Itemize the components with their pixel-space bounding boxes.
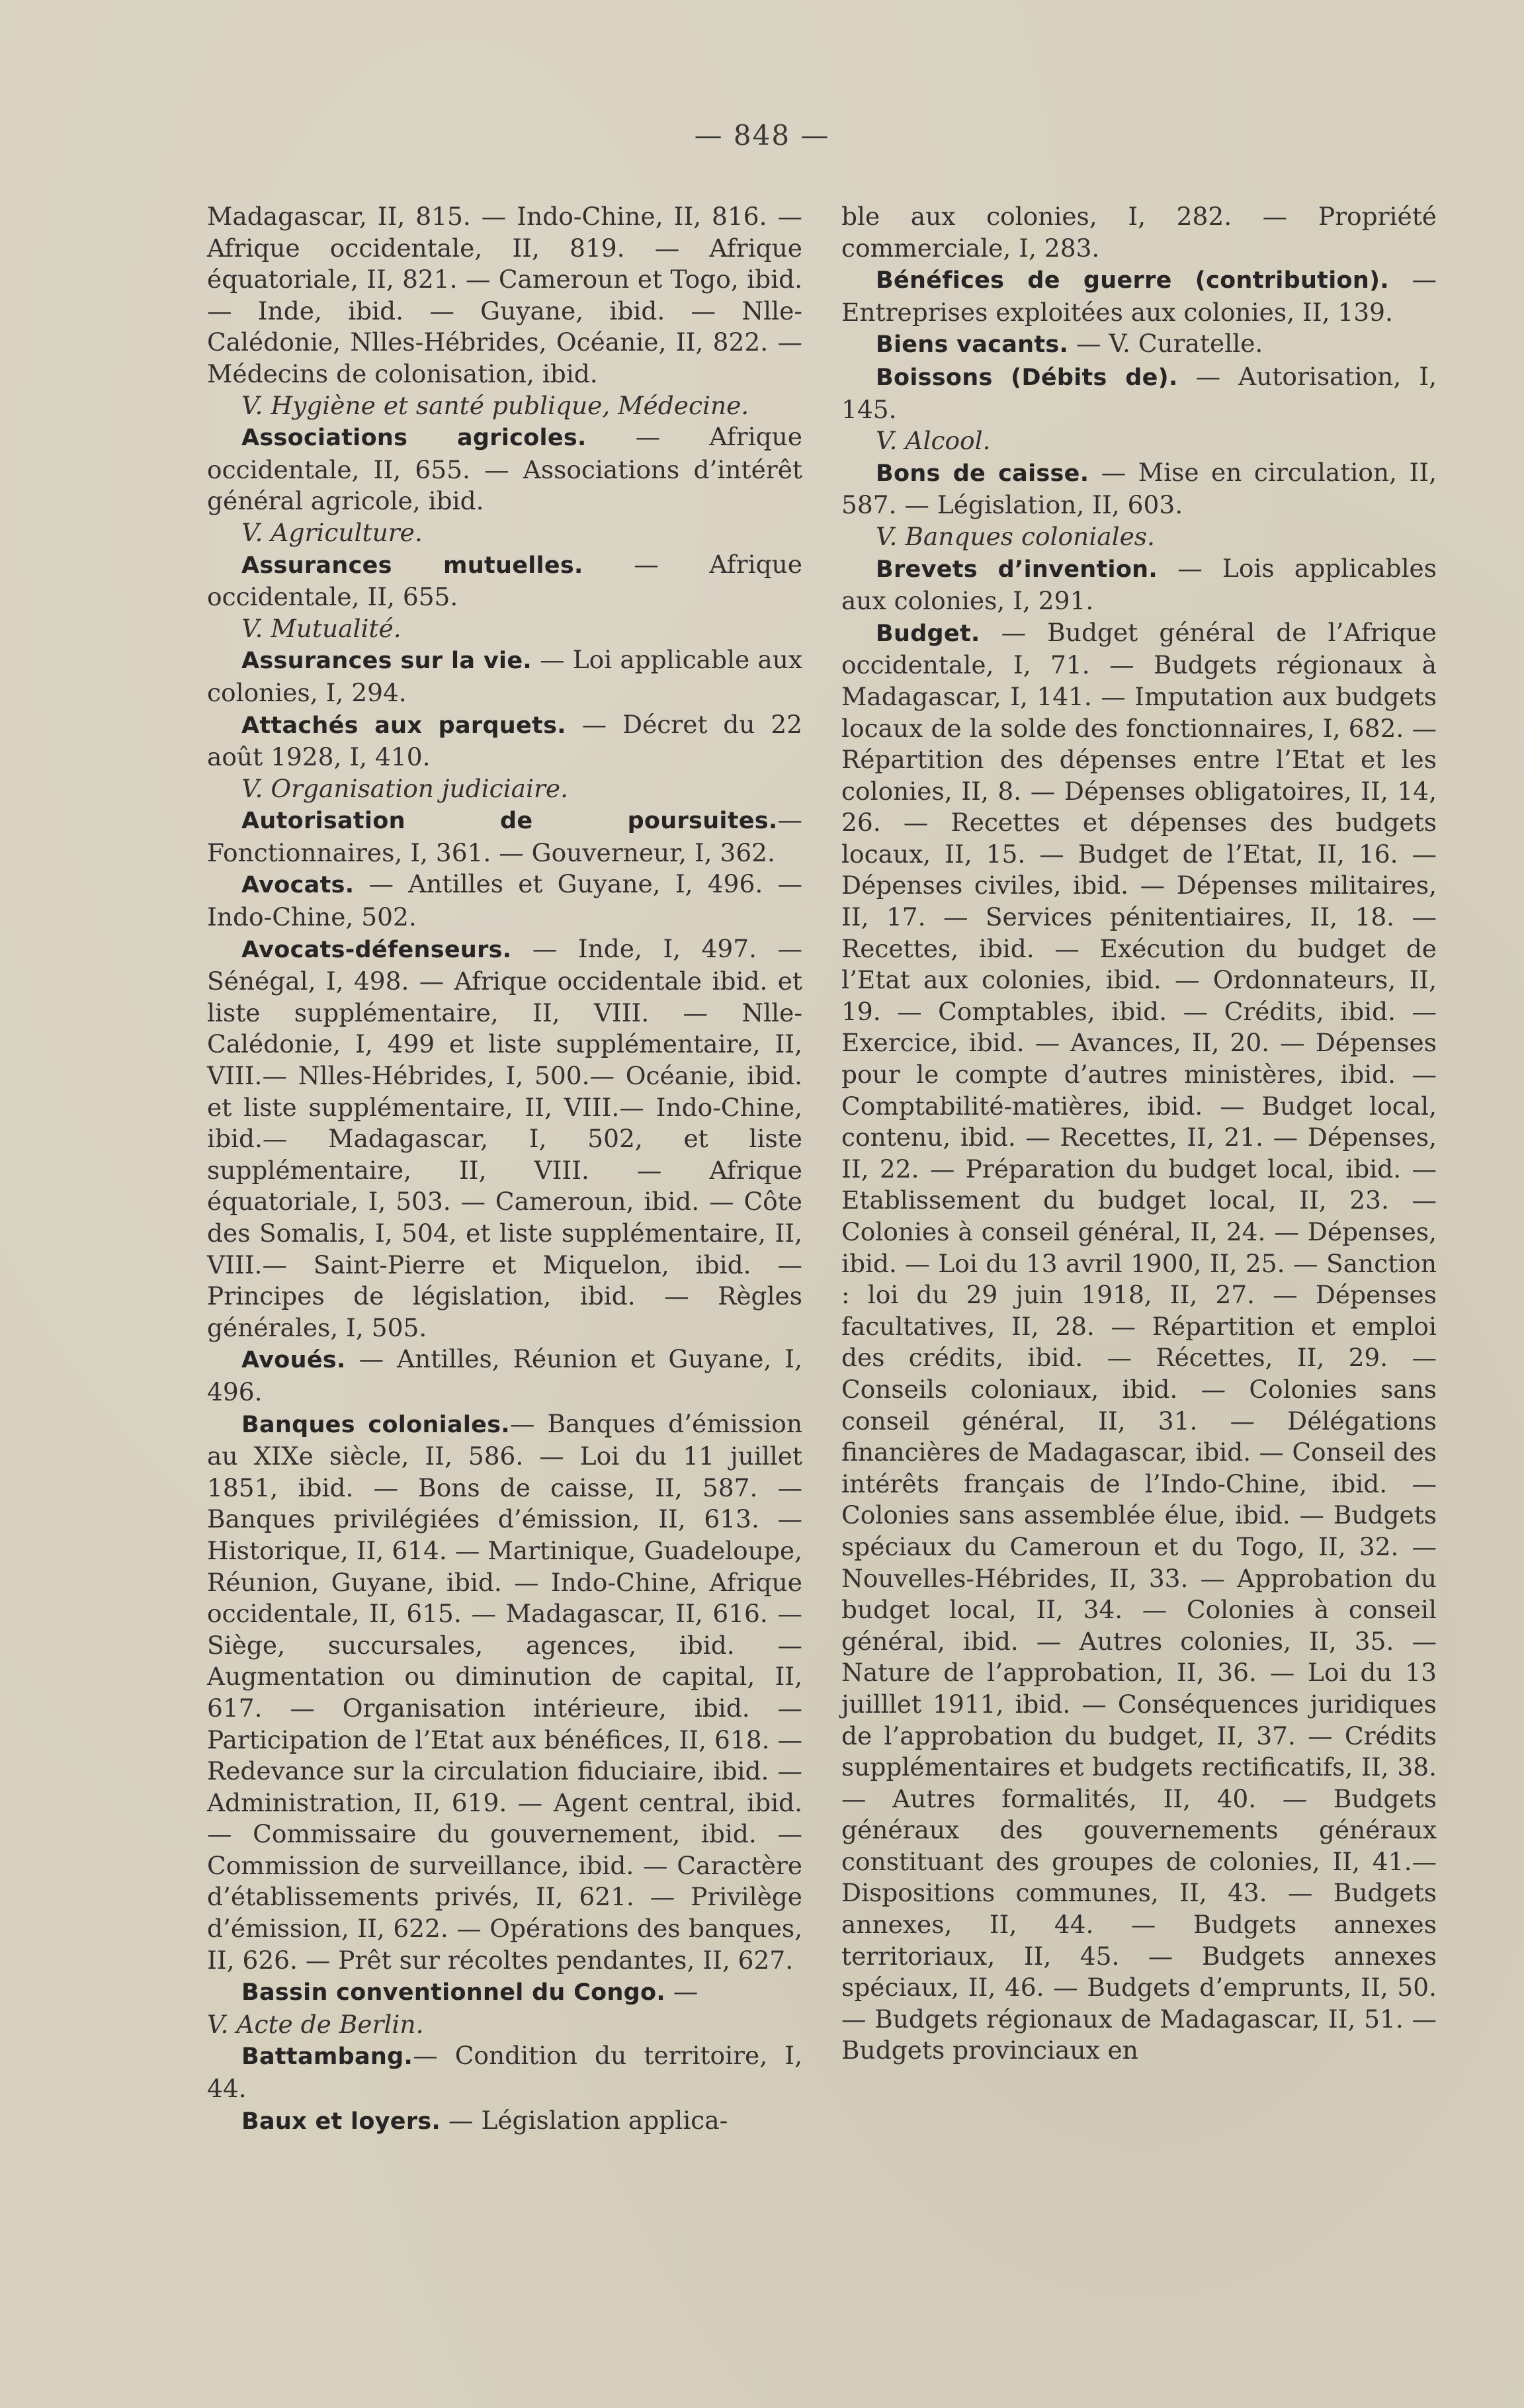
index-entry <box>841 553 1437 617</box>
index-term: Battambang. <box>241 2043 413 2071</box>
index-entry <box>207 421 802 517</box>
index-entry <box>841 457 1437 521</box>
index-entry <box>841 328 1437 361</box>
index-description: — Condition du territoire, I, 44. <box>207 2041 802 2104</box>
index-term: Boissons (Débits de). <box>876 364 1178 391</box>
index-entry <box>207 1344 802 1408</box>
index-description: — Mise en circulation, II, 587. — Législation, II, 603. <box>841 457 1437 520</box>
see-reference: V. Acte de Berlin. <box>207 2009 424 2039</box>
see-reference: V. Agriculture. <box>241 517 423 547</box>
index-description: — Autorisation, I, 145. <box>841 361 1437 424</box>
index-entry <box>207 2105 802 2138</box>
index-term: Brevets d’invention. <box>876 556 1158 583</box>
index-term: Bons de caisse. <box>876 460 1089 487</box>
index-term: Bénéfices de guerre (contribution). <box>876 267 1389 294</box>
index-entry <box>207 869 802 933</box>
left-column <box>207 201 802 2137</box>
index-description: — Inde, I, 497. — Sénégal, I, 498. — Afrique occidentale ibid. et liste supplémentaire, II, VIII. — Nlle-Calédonie, I, 499 et liste supplémentaire, II, VIII.— Nlles-Hébrides, I, 500.— Océanie, ibid. et liste supplémentaire, II, VIII.— Indo-Chine, ibid.— Madagascar, I, 502, et liste supplémentaire, II, VIII. — Afrique équatoriale, I, 503. — Cameroun, ibid. — Côte des Somalis, I, 504, et liste supplémentaire, II, VIII.— Saint-Pierre et Miquelon, ibid. — Principes de législation, ibid. — Règles générales, I, 505. <box>207 933 802 1342</box>
see-reference: V. Mutualité. <box>241 613 402 643</box>
see-reference: V. Organisation judiciaire. <box>241 773 569 803</box>
index-term: Budget. <box>876 620 980 647</box>
index-term: Assurances mutuelles. <box>241 552 583 579</box>
index-entry <box>207 201 802 390</box>
index-description: — <box>665 1977 698 2006</box>
index-term: Biens vacants. <box>876 331 1069 359</box>
index-description: — Fonctionnaires, I, 361. — Gouverneur, I, 362. <box>207 805 802 867</box>
index-entry <box>207 933 802 1344</box>
index-entry <box>207 549 802 613</box>
index-description: — V. Curatelle. <box>1068 329 1263 359</box>
index-description: — Afrique occidentale, II, 655. <box>207 549 802 612</box>
index-term: Associations agricoles. <box>241 425 587 452</box>
index-term: Attachés aux parquets. <box>241 712 566 739</box>
index-entry <box>207 1976 802 2009</box>
index-description: — Législation applica- <box>441 2105 728 2135</box>
see-reference: V. Banques coloniales. <box>876 521 1155 551</box>
index-description: ble aux colonies, I, 282. — Propriété commerciale, I, 283. <box>841 202 1437 263</box>
index-term: Autorisation de poursuites. <box>241 808 778 835</box>
index-term: Bassin conventionnel du Congo. <box>241 1979 665 2006</box>
index-entry <box>841 264 1437 328</box>
index-description: — Budget général de l’Afrique occidentale, I, 71. — Budgets régionaux à Madagascar, I, 141. — Imputation aux budgets locaux de la solde des fonctionnaires, I, 682. — Répartition des dépenses entre l’Etat et les colonies, II, 8. — Dépenses obligatoires, II, 14, 26. — Recettes et dépenses des budgets locaux, II, 15. — Budget de l’Etat, II, 16. — Dépenses civiles, ibid. — Dépenses militaires, II, 17. — Services pénitentiaires, II, 18. — Recettes, ibid. — Exécution du budget de l’Etat aux colonies, ibid. — Ordonnateurs, II, 19. — Comptables, ibid. — Crédits, ibid. — Exercice, ibid. — Avances, II, 20. — Dépenses pour le compte d’autres ministères, ibid. — Comptabilité-matières, ibid. — Budget local, contenu, ibid. — Recettes, II, 21. — Dépenses, II, 22. — Préparation du budget local, ibid. — Etablissement du budget local, II, 23. — Colonies à conseil général, II, 24. — Dépenses, ibid. — Loi du 13 avril 1900, II, 25. — Sanction : loi du 29 juin 1918, II, 27. — Dépenses facultatives, II, 28. — Répartition et emploi des crédits, ibid. — Récettes, II, 29. — Conseils coloniaux, ibid. — Colonies sans conseil général, II, 31. — Délégations financières de Madagascar, ibid. — Conseil des intérêts français de l’Indo-Chine, ibid. — Colonies sans assemblée élue, ibid. — Budgets spéciaux du Cameroun et du Togo, II, 32. — Nouvelles-Hébrides, II, 33. — Approbation du budget local, II, 34. — Colonies à conseil général, ibid. — Autres colonies, II, 35. — Nature de l’approbation, II, 36. — Loi du 13 juilllet 1911, ibid. — Conséquences juridiques de l’approbation du budget, II, 37. — Crédits supplémentaires et budgets rectificatifs, II, 38. — Autres formalités, II, 40. — Budgets généraux des gouvernements généraux constituant des groupes de colonies, II, 41.— Dispositions communes, II, 43. — Budgets annexes, II, 44. — Budgets annexes territoriaux, II, 45. — Budgets annexes spéciaux, II, 46. — Budgets d’emprunts, II, 50. — Budgets régionaux de Madagascar, II, 51. — Budgets provinciaux en <box>841 617 1437 2065</box>
index-entry <box>841 521 1437 553</box>
index-entry <box>207 613 802 645</box>
index-entry <box>207 644 802 709</box>
index-term: Banques coloniales. <box>241 1411 510 1438</box>
index-term: Avocats-défenseurs. <box>241 936 512 963</box>
index-description: — Entreprises exploitées aux colonies, II, 139. <box>841 265 1437 327</box>
index-entry <box>207 2009 802 2041</box>
index-description: — Antilles et Guyane, I, 496. — Indo-Chine, 502. <box>207 869 802 932</box>
index-description: — Afrique occidentale, II, 655. — Associations d’intérêt général agricole, ibid. <box>207 422 802 516</box>
see-reference: V. Alcool. <box>876 426 991 456</box>
index-entry <box>207 1408 802 1977</box>
index-description: — Lois applicables aux colonies, I, 291. <box>841 553 1437 616</box>
index-term: Avoués. <box>241 1347 346 1374</box>
see-reference: V. Hygiène et santé publique, Médecine. <box>241 390 749 420</box>
index-entry <box>207 517 802 549</box>
index-description: — Loi applicable aux colonies, I, 294. <box>207 645 802 707</box>
index-entry <box>841 425 1437 457</box>
index-entry <box>207 2040 802 2104</box>
index-entry <box>841 201 1437 264</box>
index-term: Baux et loyers. <box>241 2108 441 2135</box>
index-description: — Antilles, Réunion et Guyane, I, 496. <box>207 1344 802 1406</box>
index-entry <box>841 361 1437 425</box>
index-entry <box>207 804 802 869</box>
index-entry <box>841 617 1437 2067</box>
index-term: Assurances sur la vie. <box>241 648 532 675</box>
page-number: — 848 — <box>694 119 830 151</box>
index-entry <box>207 390 802 422</box>
right-column <box>841 201 1437 2067</box>
index-description: — Décret du 22 août 1928, I, 410. <box>207 709 802 772</box>
index-term: Avocats. <box>241 872 355 899</box>
index-description: Madagascar, II, 815. — Indo-Chine, II, 816. — Afrique occidentale, II, 819. — Afrique équatoriale, II, 821. — Cameroun et Togo, ibid. — Inde, ibid. — Guyane, ibid. — Nlle-Calédonie, Nlles-Hébrides, Océanie, II, 822. — Médecins de colonisation, ibid. <box>207 202 802 388</box>
index-entry <box>207 773 802 805</box>
index-entry <box>207 709 802 773</box>
index-description: — Banques d’émission au XIXe siècle, II, 586. — Loi du 11 juillet 1851, ibid. — Bons de caisse, II, 587. — Banques privilégiées d’émission, II, 613. — Historique, II, 614. — Martinique, Guadeloupe, Réunion, Guyane, ibid. — Indo-Chine, Afrique occidentale, II, 615. — Madagascar, II, 616. — Siège, succursales, agences, ibid. — Augmentation ou diminution de capital, II, 617. — Organisation intérieure, ibid. — Participation de l’Etat aux bénéfices, II, 618. — Redevance sur la circulation fiduciaire, ibid. — Administration, II, 619. — Agent central, ibid. — Commissaire du gouvernement, ibid. — Commission de surveillance, ibid. — Caractère d’établissements privés, II, 621. — Privilège d’émission, II, 622. — Opérations des banques, II, 626. — Prêt sur récoltes pendantes, II, 627. <box>207 1408 802 1975</box>
